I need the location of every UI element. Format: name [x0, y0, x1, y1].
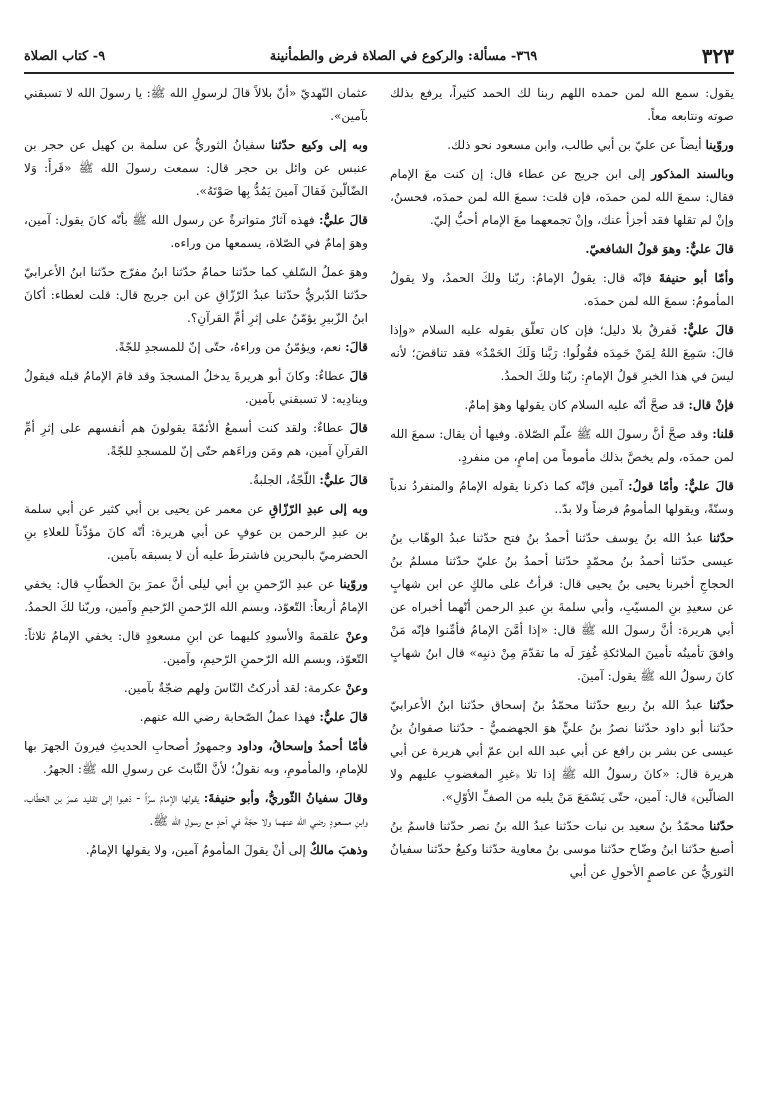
paragraph-text: سفيانُ الثوريُّ عن سلمة بن كهيل عن حجر بن عنبس عن وائل بن حجر قال: سمعت رسولَ الله ﷺ «قَرأَ: وَلا الضّالّينَ فَقالَ آمينَ يَمُدُّ بِها صَوْتَهُ».	[24, 138, 368, 198]
paragraph	[24, 209, 368, 255]
paragraph	[390, 527, 734, 688]
paragraph-text: فإنّه قال: يقولُ الإمامُ: ربّنا ولكَ الحمدُ، ولا يقولُ المأمومُ: سمعَ الله لمن حمدَه.	[390, 271, 734, 308]
paragraph-text: يقول: سمع الله لمن حمده اللهم ربنا لك الحمد كثيراً، يرفع بذلك صوته ونتابعه معاً.	[390, 86, 734, 123]
paragraph-lead: وبه إلى عبدِ الرّزّاقِ	[268, 502, 368, 516]
paragraph	[24, 787, 368, 833]
paragraph-text: إلى ابن جريج عن عطاء قال: إن كنت معَ الإمام فقال: سمعَ الله لمن حمدَه، فإن قلت: سمعَ الله لمن حمدَه، فحسنٌ، وإنْ لم تقلها فقد أجزأ عنك، وإنْ تجمعهما معَ الإمام أحبُّ إليّ.	[390, 167, 734, 227]
paragraph	[24, 365, 368, 411]
paragraph-text: أيضاً عن عليّ بن أبي طالب، وابن مسعود نحو ذلك.	[447, 138, 702, 152]
paragraph-text: عبدُ الله بنُ يوسف حدّثنا أحمدُ بنُ فتح حدّثنا عبدُ الوهّاب بنُ عيسى حدّثنا أحمدُ بنُ محمّدٍ حدّثنا أحمدُ بنُ عليّ حدّثنا مسلمُ بنُ الحجاجِ أخبرنا يحيى بنُ يحيى قال: قرأتُ على مالكٍ عن ابن شهابٍ عن سعيدِ بنِ المسيّبِ، وأبي سلمةَ بنِ عبدِ الرحمن أنّهما أخبراه عن أبي هريرة: أنَّ رسولَ الله ﷺ قال: «إذا أمَّنَ الإمامُ فأمِّنوا فإنّه مَنْ وافقَ تأمينُه تأمينَ الملائكةِ غُفِرَ لَه ما تقدّمَ مِنْ ذنبِه» قال ابنُ شهابٍ كانَ رسولُ الله ﷺ يقول: آمينَ.	[390, 531, 734, 683]
paragraph	[390, 163, 734, 232]
page-header	[24, 40, 734, 74]
paragraph	[24, 839, 368, 862]
paragraph-lead: فأمّا أحمدُ وإسحاقُ، وداود	[237, 739, 368, 753]
paragraph-lead: وبه إلى وكيع حدّثنا	[270, 138, 368, 152]
page-number: ٣٢٣	[701, 44, 734, 68]
paragraph	[390, 238, 734, 261]
paragraph-lead: قالَ عليٌّ:	[319, 473, 368, 487]
paragraph-text: فهذا عملُ الصّحابة رضي الله عنهم.	[139, 710, 316, 724]
paragraph-text: إلى أنْ يقولَ المأمومُ آمين، ولا يقولها الإمامُ.	[85, 843, 306, 857]
paragraph-text: قد صحَّ أنّه عليه السلام كان يقولها وهوَ إمامٌ.	[464, 398, 685, 412]
paragraph	[390, 475, 734, 521]
paragraph-lead: قالَ عليٌّ:	[683, 323, 734, 337]
paragraph-lead: قالَ عليٌّ: وأمّا قولُ:	[628, 479, 734, 493]
paragraph	[24, 706, 368, 729]
chapter-title: ٣٦٩- مسألة: والركوع في الصلاة فرض والطمأنينة	[269, 48, 538, 64]
paragraph-lead: حدّثنا	[709, 698, 734, 712]
paragraph-text: عن معمر عن يحيى بن أبي كثير عن أبي سلمة بن عبدِ الرحمن بن عوفٍ عن أبي هريرة: أنّه كانَ مؤذّناً للعلاءِ بنِ الحضرميّ بالبحرين فاشترطَ عليه أن لا يسبقه بآمين.	[24, 502, 368, 562]
paragraph	[24, 735, 368, 781]
paragraph-text: يقولها الإمامُ سرّاً - ذهبوا إلى تقليد عمرَ بن الخطّاب، وابنِ مسعودٍ رضي الله عنهما ولا حجّةَ في أحدٍ مع رسولِ الله ﷺ.	[24, 791, 368, 828]
paragraph-text: عطاءٌ: وكانَ أبو هريرةَ يدخلُ المسجدَ وقد قامَ الإمامُ قبله فيقولُ وينادِيه: لا تسبقني بآمين.	[24, 369, 368, 406]
paragraph	[24, 261, 368, 330]
paragraph	[390, 319, 734, 388]
paragraph-lead: حدّثنا	[709, 531, 734, 545]
paragraph-lead: حدّثنا	[709, 819, 734, 833]
paragraph-text: فهذه آثارٌ متواترةٌ عن رسول الله ﷺ بأنّه كانَ يقول: آمين، وهوَ إمامٌ في الصّلاة، يسمعها من وراءه.	[24, 213, 368, 250]
paragraph-text: عبدُ الله بنُ ربيع حدّثنا محمّدُ بنُ إسحاق حدّثنا ابنُ الأعرابيّ حدّثنا أبو داود حدّثنا نصرُ بنُ عليٍّ هوَ الجهضميُّ - حدّثنا صفوانُ بنُ عيسى عن بشر بن رافع عن أبي عبد الله ابن عمّ أبي هريرة عن أبي هريرة قال: «كانَ رسولُ الله ﷺ إذا تلا ﴿غيرِ المغضوبِ عليهم ولا الضالّين﴾ قال: آمين، حتّى يَسْمَعَ مَنْ يليه من الصفِّ الأوّلِ».	[390, 698, 734, 804]
paragraph	[24, 677, 368, 700]
paragraph-lead: قالَ عليٌّ: وهوَ قولُ الشافعيّ.	[585, 242, 734, 256]
paragraph-lead: وذهبَ مالكٌ	[309, 843, 368, 857]
paragraph	[24, 625, 368, 671]
paragraph-lead: قالَ عليٌّ:	[319, 710, 368, 724]
paragraph-lead: وعنْ	[345, 681, 368, 695]
paragraph	[390, 267, 734, 313]
paragraph-lead: وروّينا	[705, 138, 734, 152]
paragraph-lead: وعنْ	[345, 629, 368, 643]
paragraph	[24, 498, 368, 567]
paragraph-text: فَفرقٌ بلا دليل؛ فإن كان تعلّق بقوله عليه السلام «وإذا قالَ: سَمِعَ اللهُ لِمَنْ حَمِدَه فقُولُوا: رَبَّنا وَلَكَ الحَمْدُ» فقد تناقضَ؛ لأنه ليسَ في هذا الخبرِ قولُ الإمامِ: ربّنا ولكَ الحمدُ.	[390, 323, 734, 383]
paragraph-lead: وقالَ سفيانُ الثّوريُّ، وأبو حنيفةَ:	[203, 791, 368, 805]
paragraph-text: عن عبدِ الرّحمنِ بنِ أبي ليلى أنَّ عمرَ بنَ الخطّابِ قال: يخفي الإمامُ أربعاً: التّعوّذ، وبسم الله الرّحمنِ الرّحيمِ وآمين، وربّنا لكَ الحمدُ.	[24, 577, 368, 614]
paragraph-lead: فإنْ قال:	[688, 398, 734, 412]
paragraph	[390, 423, 734, 469]
paragraph-text: عكرمة: لقد أدركتُ النّاسَ ولهم ضجّةٌ بآمين.	[123, 681, 342, 695]
paragraph-text: نعم، ويؤمّنُ من وراءهُ، حتّى إنّ للمسجدِ للجّةً.	[114, 340, 342, 354]
paragraph	[390, 394, 734, 417]
paragraph-text: اللّجّةُ، الجلبةُ.	[249, 473, 316, 487]
paragraph	[24, 417, 368, 463]
paragraph-lead: قالَ:	[345, 340, 368, 354]
paragraph	[390, 694, 734, 809]
right-column	[390, 82, 734, 1092]
paragraph-text: عثمان النّهديّ «أنّ بلالاً قالَ لرسولِ الله ﷺ: يا رسولَ الله لا تسبقني بآمين».	[24, 86, 368, 123]
paragraph-lead: قالَ	[349, 421, 368, 435]
paragraph	[390, 134, 734, 157]
left-column	[24, 82, 368, 1092]
paragraph	[24, 469, 368, 492]
paragraph-lead: قالَ عليٌّ:	[319, 213, 368, 227]
paragraph-lead: وبالسند المذكور	[651, 167, 734, 181]
paragraph-lead: قلنا:	[712, 427, 734, 441]
paragraph	[24, 336, 368, 359]
paragraph	[390, 82, 734, 128]
book-title: ٩- كتاب الصلاة	[24, 48, 106, 64]
text-columns	[24, 82, 734, 1092]
paragraph	[24, 573, 368, 619]
paragraph-lead: قالَ	[349, 369, 368, 383]
paragraph	[24, 82, 368, 128]
paragraph	[390, 815, 734, 884]
paragraph-text: محمّدُ بنُ سعيد بن نبات حدّثنا عبدُ الله بنُ نصر حدّثنا قاسمُ بنُ أصبغ حدّثنا ابنُ وضّاح حدّثنا موسى بنُ معاوية حدّثنا وكيعٌ حدّثنا سفيانُ الثوريُّ عن عاصمٍ الأحولِ عن أبي	[390, 819, 734, 879]
paragraph-text: وهوَ عملُ السّلفِ كما حدّثنا حمامٌ حدّثنا ابنُ مفرّج حدّثنا ابنُ الأعرابيّ حدّثنا الدّبريُّ حدّثنا عبدُ الرّزّاقِ عن ابن جريج قال: قلت لعطاء: أكانَ ابنُ الزّبيرِ يؤمّنُ على إثرِ أمِّ القرآنِ؟.	[24, 265, 368, 325]
paragraph	[24, 134, 368, 203]
paragraph-text: علقمةَ والأسودِ كليهما عن ابنِ مسعودٍ قال: يخفي الإمامُ ثلاثاً: التّعوّذ، وبسم الله الرّحمنِ الرّحيمِ، وآمين.	[24, 629, 368, 666]
paragraph-lead: وأمّا أبو حنيفةَ	[658, 271, 734, 285]
paragraph-text: وقد صحَّ أنَّ رسولَ الله ﷺ علّم الصّلاة. وفيها أن يقال: سمعَ الله لمن حمدَه، ولم يخصَّ بذلك مأموماً من إمامٍ، من منفردٍ.	[390, 427, 734, 464]
paragraph-lead: وروّينا	[339, 577, 368, 591]
paragraph-text: آمين فإنّه كما ذكرنا يقوله الإمامُ والمنفردُ ندباً وسنّةً، ويقولها المأمومُ فرضاً ولا بدّ..	[390, 479, 734, 516]
paragraph-text: وجمهورُ أصحابِ الحديثِ فيرونَ الجهرَ بها للإمامِ، والمأمومِ، وبه نقولُ؛ لأنَّ الثّابتَ عن رسولِ الله ﷺ: الجهرُ.	[24, 739, 368, 776]
paragraph-text: عطاءٌ: ولقد كنت أسمعُ الأئمّةَ يقولونَ هم أنفسهم على إثرِ أمِّ القرآنِ آمين، هم ومَن وراءَهم حتّى إنّ للمسجدِ للجّةً.	[24, 421, 368, 458]
